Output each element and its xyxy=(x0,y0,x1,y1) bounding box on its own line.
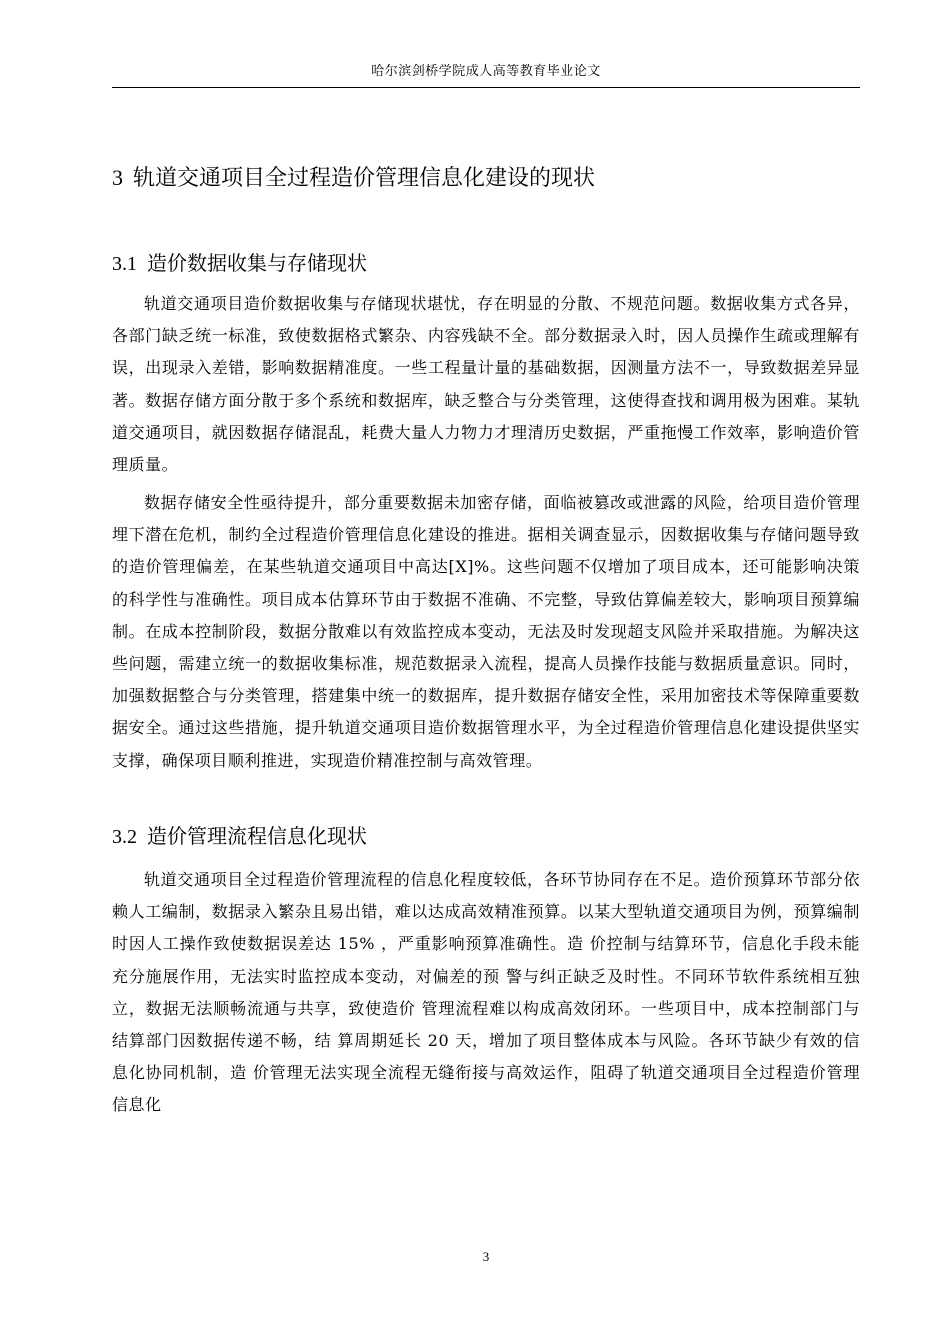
section-number: 3.2 xyxy=(112,826,137,848)
page-number: 3 xyxy=(482,1249,490,1264)
paragraph: 轨道交通项目造价数据收集与存储现状堪忧，存在明显的分散、不规范问题。数据收集方式各异，各部门缺乏统一标准，致使数据格式繁杂、内容残缺不全。部分数据录入时，因人员操作生疏或理解有误，出现录入差错，影响数据精准度。一些工程量计量的基础数据，因测量方法不一，导致数据差异显著。数据存储方面分散于多个系统和数据库，缺乏整合与分类管理，这使得查找和调用极为困难。某轨道交通项目，就因数据存储混乱，耗费大量人力物力才理清历史数据，严重拖慢工作效率，影响造价管理质量。 xyxy=(112,294,860,475)
paragraph: 数据存储安全性亟待提升，部分重要数据未加密存储，面临被篡改或泄露的风险，给项目造价管理埋下潜在危机，制约全过程造价管理信息化建设的推进。据相关调查显示，因数据收集与存储问题导致的造价管理偏差，在某些轨道交通项目中高达[X]%。这些问题不仅增加了项目成本，还可能影响决策的科学性与准确性。项目成本估算环节由于数据不准确、不完整，导致估算偏差较大，影响项目预算编制。在成本控制阶段，数据分散难以有效监控成本变动，无法及时发现超支风险并采取措施。为解决这些问题，需建立统一的数据收集标准，规范数据录入流程，提高人员操作技能与数据质量意识。同时，加强数据整合与分类管理，搭建集中统一的数据库，提升数据存储安全性，采用加密技术等保障重要数据安全。通过这些措施，提升轨道交通项目造价数据管理水平，为全过程造价管理信息化建设提供坚实支撑，确保项目顺利推进，实现造价精准控制与高效管理。 xyxy=(112,493,860,770)
paragraph: 轨道交通项目全过程造价管理流程的信息化程度较低，各环节协同存在不足。造价预算环节部分依赖人工编制，数据录入繁杂且易出错，难以达成高效精准预算。以某大型轨道交通项目为例，预算编制时因人工操作致使数据误差达 15% ，严重影响预算准确性。造 价控制与结算环节，信息化手段未能充分施展作用，无法实时监控成本变动，对偏差的预 警与纠正缺乏及时性。不同环节软件系统相互独立，数据无法顺畅流通与共享，致使造价 管理流程难以构成高效闭环。一些项目中，成本控制部门与结算部门因数据传递不畅，结 算周期延长 20 天，增加了项目整体成本与风险。各环节缺少有效的信息化协同机制，造 价管理无法实现全流程无缝衔接与高效运作，阻碍了轨道交通项目全过程造价管理信息化 xyxy=(112,870,860,1115)
section-title-3-1 xyxy=(112,247,860,280)
chapter-number: 3 xyxy=(112,165,123,190)
header-divider xyxy=(112,87,860,88)
running-header: 哈尔滨剑桥学院成人高等教育毕业论文 xyxy=(371,64,601,79)
section-title-text: 造价管理流程信息化现状 xyxy=(147,824,367,848)
section-number: 3.1 xyxy=(112,253,137,275)
chapter-title xyxy=(112,160,860,197)
section-title-text: 造价数据收集与存储现状 xyxy=(147,251,367,275)
section-title-3-2 xyxy=(112,820,860,853)
chapter-title-text: 轨道交通项目全过程造价管理信息化建设的现状 xyxy=(133,166,596,191)
